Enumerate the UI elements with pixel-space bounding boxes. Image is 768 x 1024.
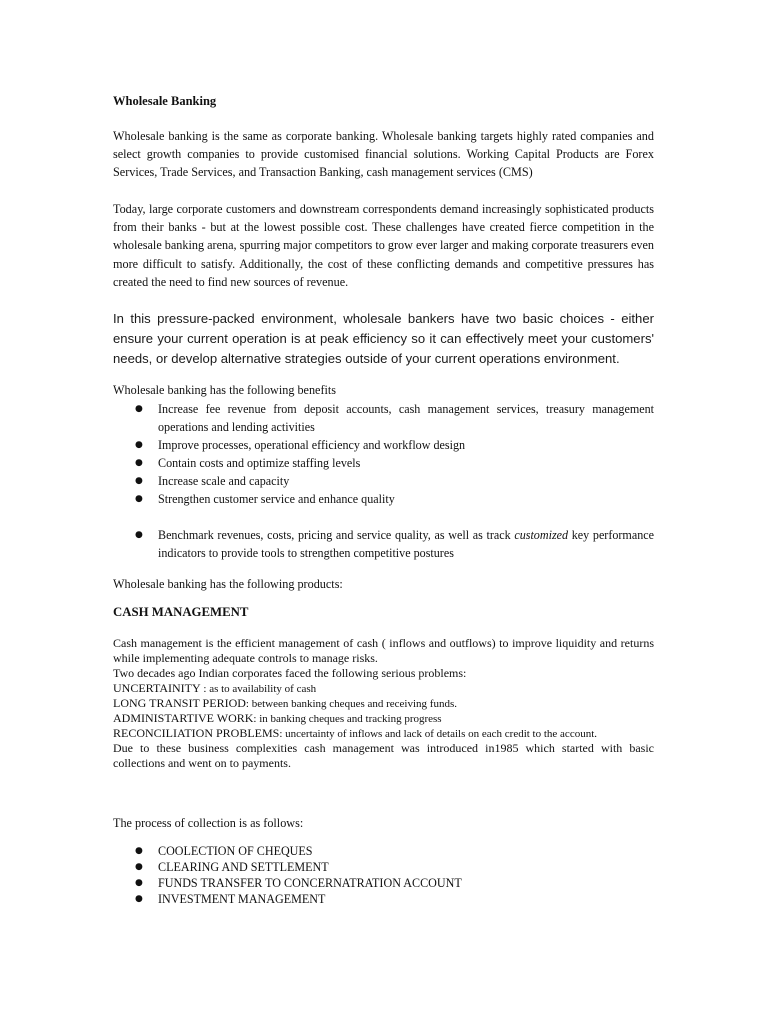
benchmark-list bbox=[113, 526, 654, 562]
collection-intro: The process of collection is as follows: bbox=[113, 816, 304, 830]
bullet-icon: ● bbox=[135, 878, 143, 888]
list-item bbox=[113, 859, 654, 875]
bullet-icon: ● bbox=[135, 846, 143, 856]
document-title: Wholesale Banking bbox=[113, 94, 217, 108]
list-item-text: Increase fee revenue from deposit accounts, cash management services, treasury management operations and lending activities bbox=[158, 402, 654, 434]
bullet-icon: ● bbox=[135, 894, 143, 904]
problem-label: RECONCILIATION PROBLEMS bbox=[113, 726, 280, 740]
list-item-text: INVESTMENT MANAGEMENT bbox=[158, 892, 326, 906]
cash-management-definition: Cash management is the efficient management of cash ( inflows and outflows) to improve liquidity and returns while implementing adequate controls to manage risks. bbox=[113, 636, 654, 665]
today-paragraph: Today, large corporate customers and downstream correspondents demand increasingly sophisticated products from their banks - but at the lowest possible cost. These challenges have created fierce competition in the wholesale banking arena, spurring major competitors to grow ever larger and making corporate treasurers even more difficult to satisfy. Additionally, the cost of these conflicting demands and competitive pressures has created the need to find new sources of revenue. bbox=[113, 202, 654, 289]
list-item-text: Increase scale and capacity bbox=[158, 474, 290, 488]
list-item bbox=[113, 843, 654, 859]
problem-item bbox=[113, 711, 654, 727]
list-item bbox=[113, 400, 654, 436]
problem-text: : as to availability of cash bbox=[200, 683, 317, 695]
problem-item bbox=[113, 726, 654, 742]
collection-steps-list bbox=[113, 843, 654, 907]
problem-text: : in banking cheques and tracking progress bbox=[253, 713, 442, 725]
benchmark-text-after: key performance indicators to provide tools to strengthen competitive postures bbox=[158, 528, 654, 560]
problems-intro: Two decades ago Indian corporates faced the following serious problems: bbox=[113, 666, 467, 680]
list-item bbox=[113, 891, 654, 907]
list-item bbox=[113, 436, 654, 454]
list-item bbox=[113, 490, 654, 508]
benchmark-text-before: Benchmark revenues, costs, pricing and service quality, as well as track bbox=[158, 528, 515, 542]
list-item-text: COOLECTION OF CHEQUES bbox=[158, 844, 313, 858]
problem-label: ADMINISTARTIVE WORK bbox=[113, 711, 254, 725]
problem-item bbox=[113, 696, 654, 712]
list-item bbox=[113, 472, 654, 490]
bullet-icon: ● bbox=[135, 440, 143, 450]
products-intro: Wholesale banking has the following products: bbox=[113, 577, 343, 591]
benchmark-emphasis: customized bbox=[514, 528, 569, 542]
problem-text: : uncertainty of inflows and lack of details on each credit to the account. bbox=[279, 728, 598, 740]
bullet-icon: ● bbox=[135, 458, 143, 468]
list-item-text: Contain costs and optimize staffing levels bbox=[158, 456, 361, 470]
bullet-icon: ● bbox=[135, 862, 143, 872]
benefits-intro: Wholesale banking has the following benefits bbox=[113, 383, 337, 397]
problem-label: UNCERTAINITY bbox=[113, 681, 201, 695]
list-item-text: FUNDS TRANSFER TO CONCERNATRATION ACCOUNT bbox=[158, 876, 462, 890]
list-item bbox=[113, 526, 654, 562]
bullet-icon: ● bbox=[135, 530, 143, 540]
intro-paragraph: Wholesale banking is the same as corporate banking. Wholesale banking targets highly rated companies and select growth companies to provide customised financial solutions. Working Capital Products are Forex Services, Trade Services, and Transaction Banking, cash management services (CMS) bbox=[113, 129, 654, 180]
problem-text: : between banking cheques and receiving funds. bbox=[245, 698, 457, 710]
problem-item bbox=[113, 681, 654, 697]
bullet-icon: ● bbox=[135, 476, 143, 486]
list-item-text: Improve processes, operational efficiency and workflow design bbox=[158, 438, 466, 452]
cash-management-heading: CASH MANAGEMENT bbox=[113, 605, 249, 619]
document-page bbox=[113, 0, 654, 1024]
benefits-list bbox=[113, 400, 654, 508]
cash-management-closing: Due to these business complexities cash management was introduced in1985 which started with basic collections and went on to payments. bbox=[113, 741, 654, 770]
pressure-paragraph: In this pressure-packed environment, wholesale bankers have two basic choices - either ensure your current operation is at peak efficiency so it can effectively meet your customers' needs, or develop alternative strategies outside of your current operations environment. bbox=[113, 311, 654, 366]
list-item-text: CLEARING AND SETTLEMENT bbox=[158, 860, 329, 874]
bullet-icon: ● bbox=[135, 494, 143, 504]
bullet-icon: ● bbox=[135, 404, 143, 414]
problem-label: LONG TRANSIT PERIOD bbox=[113, 696, 246, 710]
list-item bbox=[113, 454, 654, 472]
list-item bbox=[113, 875, 654, 891]
list-item-text: Strengthen customer service and enhance quality bbox=[158, 492, 395, 506]
